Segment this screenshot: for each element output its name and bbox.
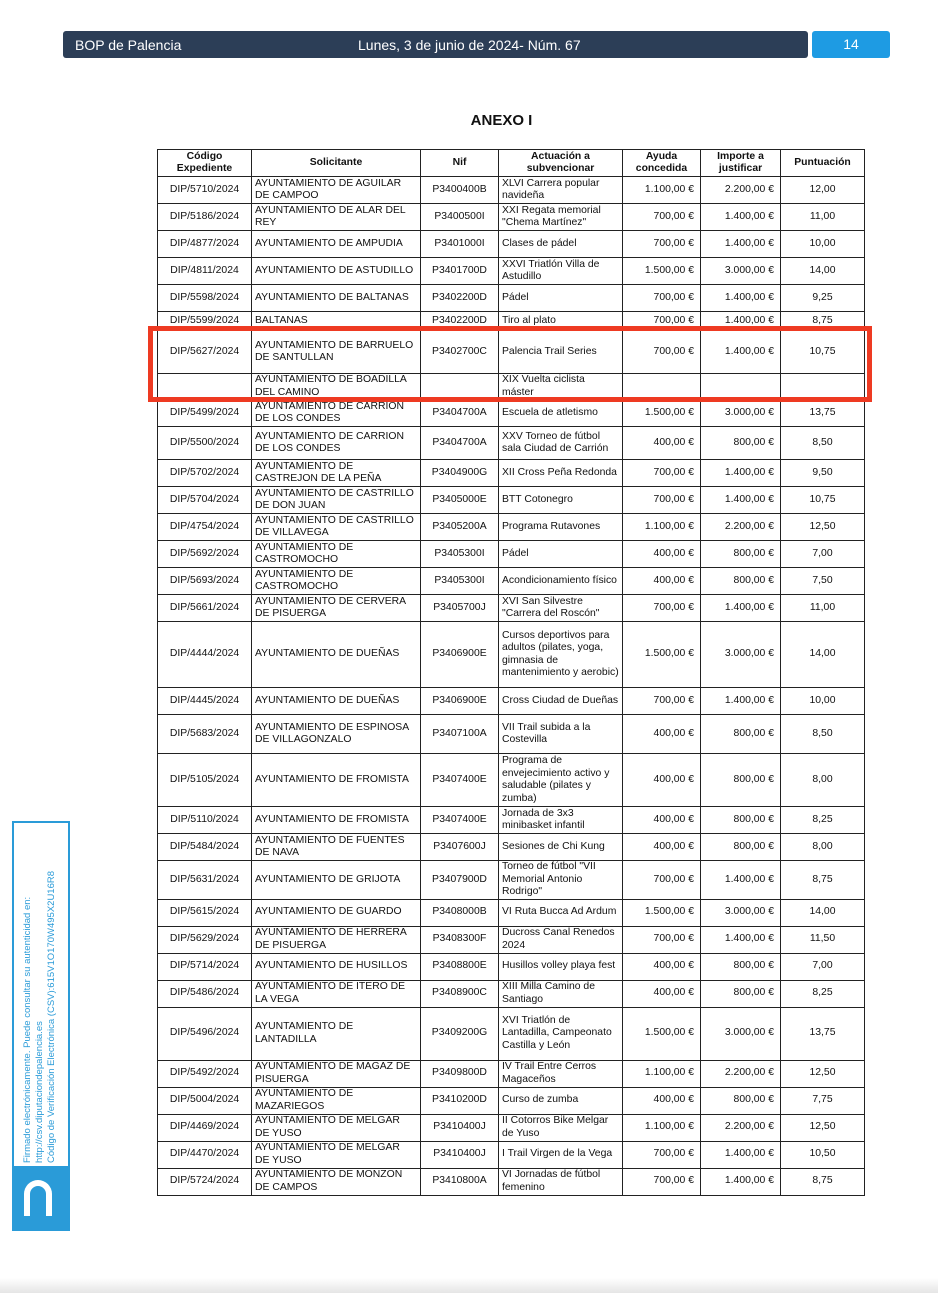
cell-importe: 1.400,00 € (701, 204, 781, 231)
cell-puntuacion: 8,00 (781, 834, 865, 861)
bulletin-header (63, 31, 808, 58)
cell-expediente: DIP/5615/2024 (158, 899, 252, 926)
table-row (158, 953, 865, 980)
header-actuacion: Actuación a subvencionar (499, 150, 623, 177)
cell-solicitante: AYUNTAMIENTO DE FUENTES DE NAVA (252, 834, 421, 861)
cell-puntuacion: 12,50 (781, 1114, 865, 1141)
document-title: ANEXO I (470, 112, 533, 129)
cell-importe: 1.400,00 € (701, 312, 781, 331)
cell-ayuda: 400,00 € (623, 754, 701, 807)
cell-expediente: DIP/4470/2024 (158, 1141, 252, 1168)
cell-nif: P3407900D (421, 861, 499, 900)
cell-expediente: DIP/5692/2024 (158, 541, 252, 568)
cell-ayuda: 400,00 € (623, 427, 701, 460)
cell-actuacion: Sesiones de Chi Kung (499, 834, 623, 861)
cell-importe: 1.400,00 € (701, 688, 781, 715)
bulletin-date: Lunes, 3 de junio de 2024- Núm. 67 (358, 37, 581, 53)
cell-puntuacion: 14,00 (781, 622, 865, 688)
cell-actuacion: Husillos volley playa fest (499, 953, 623, 980)
table-row (158, 834, 865, 861)
cell-actuacion: Cross Ciudad de Dueñas (499, 688, 623, 715)
cell-solicitante: AYUNTAMIENTO DE AMPUDIA (252, 231, 421, 258)
page-bottom-edge (0, 1278, 938, 1293)
cell-solicitante: AYUNTAMIENTO DE CARRION DE LOS CONDES (252, 400, 421, 427)
cell-solicitante: AYUNTAMIENTO DE BALTANAS (252, 285, 421, 312)
cell-puntuacion: 12,00 (781, 177, 865, 204)
cell-solicitante: AYUNTAMIENTO DE MELGAR DE YUSO (252, 1141, 421, 1168)
table-row (158, 715, 865, 754)
cell-puntuacion: 8,50 (781, 427, 865, 460)
cell-puntuacion: 9,50 (781, 460, 865, 487)
cell-actuacion: Programa Rutavones (499, 514, 623, 541)
cell-expediente: DIP/5105/2024 (158, 754, 252, 807)
cell-expediente: DIP/5496/2024 (158, 1007, 252, 1060)
cell-nif: P3410800A (421, 1168, 499, 1195)
cell-solicitante: AYUNTAMIENTO DE GRIJOTA (252, 861, 421, 900)
cell-importe: 3.000,00 € (701, 400, 781, 427)
cell-puntuacion: 8,00 (781, 754, 865, 807)
cell-expediente: DIP/5599/2024 (158, 312, 252, 331)
cell-actuacion: VI Jornadas de fútbol femenino (499, 1168, 623, 1195)
cell-importe: 2.200,00 € (701, 177, 781, 204)
cell-importe: 1.400,00 € (701, 926, 781, 953)
cell-puntuacion: 11,50 (781, 926, 865, 953)
cell-actuacion: XIII Milla Camino de Santiago (499, 980, 623, 1007)
cell-ayuda: 700,00 € (623, 204, 701, 231)
cell-importe: 800,00 € (701, 834, 781, 861)
cell-puntuacion: 12,50 (781, 514, 865, 541)
cell-solicitante: AYUNTAMIENTO DE CASTREJON DE LA PEÑA (252, 460, 421, 487)
subsidy-table (157, 149, 865, 1196)
cell-nif: P3404700A (421, 427, 499, 460)
cell-solicitante: AYUNTAMIENTO DE CASTROMOCHO (252, 568, 421, 595)
table-row (158, 754, 865, 807)
cell-expediente: DIP/4444/2024 (158, 622, 252, 688)
cell-nif: P3400400B (421, 177, 499, 204)
cell-puntuacion: 14,00 (781, 899, 865, 926)
signature-url[interactable]: http://csv.diputaciondepalencia.es (34, 1021, 45, 1163)
cell-actuacion: Ducross Canal Renedos 2024 (499, 926, 623, 953)
cell-actuacion: BTT Cotonegro (499, 487, 623, 514)
cell-puntuacion: 8,75 (781, 1168, 865, 1195)
header-nif: Nif (421, 150, 499, 177)
table-row (158, 258, 865, 285)
table-row (158, 204, 865, 231)
cell-puntuacion: 11,00 (781, 204, 865, 231)
cell-actuacion: VI Ruta Bucca Ad Ardum (499, 899, 623, 926)
cell-importe: 1.400,00 € (701, 285, 781, 312)
cell-ayuda: 400,00 € (623, 807, 701, 834)
cell-actuacion: Acondicionamiento físico (499, 568, 623, 595)
cell-ayuda: 400,00 € (623, 541, 701, 568)
cell-expediente: DIP/5627/2024 (158, 331, 252, 374)
cell-nif: P3405200A (421, 514, 499, 541)
table-row (158, 1141, 865, 1168)
cell-actuacion: II Cotorros Bike Melgar de Yuso (499, 1114, 623, 1141)
cell-actuacion: Clases de pádel (499, 231, 623, 258)
cell-nif: P3408900C (421, 980, 499, 1007)
table-row (158, 688, 865, 715)
cell-actuacion: VII Trail subida a la Costevilla (499, 715, 623, 754)
cell-ayuda: 700,00 € (623, 1168, 701, 1195)
cell-ayuda: 1.500,00 € (623, 622, 701, 688)
cell-nif: P3405000E (421, 487, 499, 514)
cell-nif: P3400500I (421, 204, 499, 231)
cell-importe: 1.400,00 € (701, 1168, 781, 1195)
cell-puntuacion: 8,75 (781, 861, 865, 900)
cell-importe: 2.200,00 € (701, 514, 781, 541)
cell-importe: 800,00 € (701, 754, 781, 807)
cell-expediente: DIP/4469/2024 (158, 1114, 252, 1141)
cell-nif: P3409200G (421, 1007, 499, 1060)
table-row (158, 926, 865, 953)
cell-actuacion: I Trail Virgen de la Vega (499, 1141, 623, 1168)
cell-ayuda: 400,00 € (623, 980, 701, 1007)
cell-solicitante: AYUNTAMIENTO DE BOADILLA DEL CAMINO (252, 374, 421, 400)
cell-importe: 800,00 € (701, 715, 781, 754)
cell-importe: 1.400,00 € (701, 1141, 781, 1168)
cell-solicitante: AYUNTAMIENTO DE MONZON DE CAMPOS (252, 1168, 421, 1195)
page-number: 14 (812, 31, 890, 58)
cell-actuacion: Torneo de fútbol "VII Memorial Antonio Rodrigo" (499, 861, 623, 900)
cell-ayuda: 700,00 € (623, 861, 701, 900)
cell-actuacion: XVI San Silvestre "Carrera del Roscón" (499, 595, 623, 622)
signature-line-1: Firmado electrónicamente. Puede consultar su autenticidad en: (22, 896, 33, 1163)
header-importe: Importe a justificar (701, 150, 781, 177)
cell-nif: P3410400J (421, 1141, 499, 1168)
cell-nif: P3406900E (421, 622, 499, 688)
cell-ayuda: 700,00 € (623, 312, 701, 331)
header-ayuda: Ayuda concedida (623, 150, 701, 177)
cell-ayuda: 700,00 € (623, 1141, 701, 1168)
cell-importe: 800,00 € (701, 980, 781, 1007)
cell-ayuda: 700,00 € (623, 595, 701, 622)
cell-expediente: DIP/5110/2024 (158, 807, 252, 834)
table-row (158, 595, 865, 622)
cell-actuacion: Pádel (499, 541, 623, 568)
cell-puntuacion: 13,75 (781, 1007, 865, 1060)
cell-ayuda: 400,00 € (623, 1087, 701, 1114)
cell-nif: P3408800E (421, 953, 499, 980)
cell-nif: P3408000B (421, 899, 499, 926)
cell-nif: P3404700A (421, 400, 499, 427)
cell-ayuda: 700,00 € (623, 460, 701, 487)
cell-ayuda: 400,00 € (623, 834, 701, 861)
cell-actuacion: XXV Torneo de fútbol sala Ciudad de Carrión (499, 427, 623, 460)
table-row (158, 177, 865, 204)
table-row (158, 1087, 865, 1114)
cell-solicitante: AYUNTAMIENTO DE ESPINOSA DE VILLAGONZALO (252, 715, 421, 754)
cell-importe: 800,00 € (701, 568, 781, 595)
cell-solicitante: BALTANAS (252, 312, 421, 331)
cell-importe: 1.400,00 € (701, 487, 781, 514)
table-row (158, 1007, 865, 1060)
cell-ayuda: 400,00 € (623, 568, 701, 595)
cell-nif: P3405300I (421, 541, 499, 568)
cell-ayuda: 700,00 € (623, 688, 701, 715)
cell-solicitante: AYUNTAMIENTO DE HUSILLOS (252, 953, 421, 980)
table-row (158, 285, 865, 312)
cell-ayuda: 1.500,00 € (623, 899, 701, 926)
cell-importe: 1.400,00 € (701, 331, 781, 374)
table-row (158, 807, 865, 834)
cell-importe: 800,00 € (701, 807, 781, 834)
cell-importe: 2.200,00 € (701, 1114, 781, 1141)
cell-ayuda: 1.500,00 € (623, 400, 701, 427)
cell-ayuda: 700,00 € (623, 926, 701, 953)
cell-importe: 800,00 € (701, 1087, 781, 1114)
table-row (158, 460, 865, 487)
cell-solicitante: AYUNTAMIENTO DE HERRERA DE PISUERGA (252, 926, 421, 953)
cell-nif: P3401700D (421, 258, 499, 285)
cell-expediente: DIP/5629/2024 (158, 926, 252, 953)
cell-solicitante: AYUNTAMIENTO DE FROMISTA (252, 754, 421, 807)
cell-actuacion: Tiro al plato (499, 312, 623, 331)
table-row (158, 980, 865, 1007)
cell-ayuda: 700,00 € (623, 285, 701, 312)
cell-expediente: DIP/5499/2024 (158, 400, 252, 427)
cell-ayuda: 700,00 € (623, 331, 701, 374)
table-row (158, 568, 865, 595)
table-header-row (158, 150, 865, 177)
diputacion-logo-icon (12, 1166, 70, 1231)
bulletin-name: BOP de Palencia (75, 37, 182, 53)
cell-puntuacion: 9,25 (781, 285, 865, 312)
table-row (158, 514, 865, 541)
cell-solicitante: AYUNTAMIENTO DE MELGAR DE YUSO (252, 1114, 421, 1141)
cell-solicitante: AYUNTAMIENTO DE MAGAZ DE PISUERGA (252, 1060, 421, 1087)
cell-solicitante: AYUNTAMIENTO DE DUEÑAS (252, 622, 421, 688)
table-row (158, 1168, 865, 1195)
cell-expediente: DIP/5186/2024 (158, 204, 252, 231)
cell-puntuacion: 8,25 (781, 807, 865, 834)
highlight-box (148, 326, 872, 402)
table-row (158, 400, 865, 427)
cell-importe: 800,00 € (701, 541, 781, 568)
cell-solicitante: AYUNTAMIENTO DE CASTROMOCHO (252, 541, 421, 568)
cell-nif: P3404900G (421, 460, 499, 487)
signature-text (22, 843, 58, 1163)
cell-nif: P3410200D (421, 1087, 499, 1114)
cell-nif: P3407400E (421, 807, 499, 834)
cell-solicitante: AYUNTAMIENTO DE ASTUDILLO (252, 258, 421, 285)
cell-importe: 800,00 € (701, 953, 781, 980)
signature-csv: Código de Verificación Electrónica (CSV):615V1O170W495X2U16R8 (46, 870, 57, 1163)
cell-actuacion: XIX Vuelta ciclista máster (499, 374, 623, 400)
cell-expediente: DIP/5693/2024 (158, 568, 252, 595)
cell-ayuda: 700,00 € (623, 231, 701, 258)
cell-importe: 800,00 € (701, 427, 781, 460)
cell-expediente: DIP/5631/2024 (158, 861, 252, 900)
cell-actuacion: XVI Triatlón de Lantadilla, Campeonato Castilla y León (499, 1007, 623, 1060)
cell-importe: 1.400,00 € (701, 231, 781, 258)
cell-importe: 2.200,00 € (701, 1060, 781, 1087)
table-row (158, 427, 865, 460)
cell-nif: P3401000I (421, 231, 499, 258)
cell-solicitante: AYUNTAMIENTO DE GUARDO (252, 899, 421, 926)
header-solicitante: Solicitante (252, 150, 421, 177)
cell-ayuda: 1.100,00 € (623, 514, 701, 541)
cell-actuacion: Curso de zumba (499, 1087, 623, 1114)
cell-ayuda: 1.100,00 € (623, 1060, 701, 1087)
cell-actuacion: XXI Regata memorial "Chema Martínez" (499, 204, 623, 231)
table-row (158, 231, 865, 258)
cell-actuacion: IV Trail Entre Cerros Magaceños (499, 1060, 623, 1087)
cell-nif: P3407100A (421, 715, 499, 754)
cell-expediente: DIP/5710/2024 (158, 177, 252, 204)
cell-solicitante: AYUNTAMIENTO DE MAZARIEGOS (252, 1087, 421, 1114)
cell-puntuacion: 10,75 (781, 331, 865, 374)
cell-importe: 1.400,00 € (701, 595, 781, 622)
cell-puntuacion: 8,50 (781, 715, 865, 754)
cell-expediente: DIP/5702/2024 (158, 460, 252, 487)
cell-expediente: DIP/4877/2024 (158, 231, 252, 258)
cell-puntuacion: 7,00 (781, 953, 865, 980)
cell-puntuacion: 8,25 (781, 980, 865, 1007)
cell-expediente: DIP/5492/2024 (158, 1060, 252, 1087)
cell-actuacion: XLVI Carrera popular navideña (499, 177, 623, 204)
cell-puntuacion: 11,00 (781, 595, 865, 622)
cell-solicitante: AYUNTAMIENTO DE AGUILAR DE CAMPOO (252, 177, 421, 204)
cell-solicitante: AYUNTAMIENTO DE CASTRILLO DE DON JUAN (252, 487, 421, 514)
cell-actuacion: XII Cross Peña Redonda (499, 460, 623, 487)
cell-expediente: DIP/5486/2024 (158, 980, 252, 1007)
cell-puntuacion: 14,00 (781, 258, 865, 285)
cell-expediente: DIP/5500/2024 (158, 427, 252, 460)
cell-puntuacion: 8,75 (781, 312, 865, 331)
cell-importe: 1.400,00 € (701, 460, 781, 487)
table-row (158, 541, 865, 568)
cell-solicitante: AYUNTAMIENTO DE ITERO DE LA VEGA (252, 980, 421, 1007)
cell-solicitante: AYUNTAMIENTO DE CARRION DE LOS CONDES (252, 427, 421, 460)
cell-expediente: DIP/5704/2024 (158, 487, 252, 514)
cell-puntuacion: 13,75 (781, 400, 865, 427)
cell-expediente: DIP/5683/2024 (158, 715, 252, 754)
header-expediente: Código Expediente (158, 150, 252, 177)
cell-ayuda: 700,00 € (623, 487, 701, 514)
cell-expediente: DIP/5598/2024 (158, 285, 252, 312)
cell-actuacion: XXVI Triatlón Villa de Astudillo (499, 258, 623, 285)
cell-nif: P3407400E (421, 754, 499, 807)
cell-expediente: DIP/4811/2024 (158, 258, 252, 285)
cell-nif: P3402700C (421, 331, 499, 374)
cell-importe: 3.000,00 € (701, 622, 781, 688)
cell-nif: P3410400J (421, 1114, 499, 1141)
cell-actuacion: Cursos deportivos para adultos (pilates, yoga, gimnasia de mantenimiento y aerobic) (499, 622, 623, 688)
cell-puntuacion: 7,50 (781, 568, 865, 595)
cell-solicitante: AYUNTAMIENTO DE LANTADILLA (252, 1007, 421, 1060)
cell-expediente: DIP/5661/2024 (158, 595, 252, 622)
cell-solicitante: AYUNTAMIENTO DE CERVERA DE PISUERGA (252, 595, 421, 622)
cell-puntuacion: 10,00 (781, 231, 865, 258)
cell-actuacion: Escuela de atletismo (499, 400, 623, 427)
cell-puntuacion: 10,50 (781, 1141, 865, 1168)
cell-solicitante: AYUNTAMIENTO DE ALAR DEL REY (252, 204, 421, 231)
cell-ayuda: 1.100,00 € (623, 1114, 701, 1141)
cell-nif: P3407600J (421, 834, 499, 861)
cell-expediente: DIP/5724/2024 (158, 1168, 252, 1195)
cell-puntuacion: 12,50 (781, 1060, 865, 1087)
cell-puntuacion: 10,00 (781, 688, 865, 715)
cell-solicitante: AYUNTAMIENTO DE DUEÑAS (252, 688, 421, 715)
cell-nif: P3405300I (421, 568, 499, 595)
cell-nif: P3402200D (421, 285, 499, 312)
table-row (158, 861, 865, 900)
table-row (158, 622, 865, 688)
cell-expediente: DIP/4445/2024 (158, 688, 252, 715)
cell-nif: P3402200D (421, 312, 499, 331)
cell-puntuacion: 7,75 (781, 1087, 865, 1114)
cell-puntuacion: 10,75 (781, 487, 865, 514)
cell-expediente: DIP/5484/2024 (158, 834, 252, 861)
table-row (158, 1060, 865, 1087)
cell-expediente: DIP/5714/2024 (158, 953, 252, 980)
cell-ayuda: 1.100,00 € (623, 177, 701, 204)
cell-solicitante: AYUNTAMIENTO DE FROMISTA (252, 807, 421, 834)
cell-importe: 3.000,00 € (701, 1007, 781, 1060)
cell-actuacion: Pádel (499, 285, 623, 312)
table-row (158, 899, 865, 926)
cell-nif: P3405700J (421, 595, 499, 622)
cell-expediente: DIP/4754/2024 (158, 514, 252, 541)
cell-nif: P3408300F (421, 926, 499, 953)
cell-importe: 1.400,00 € (701, 861, 781, 900)
cell-puntuacion: 7,00 (781, 541, 865, 568)
cell-ayuda: 1.500,00 € (623, 1007, 701, 1060)
cell-solicitante: AYUNTAMIENTO DE CASTRILLO DE VILLAVEGA (252, 514, 421, 541)
cell-ayuda: 400,00 € (623, 953, 701, 980)
table-row (158, 487, 865, 514)
cell-importe: 3.000,00 € (701, 258, 781, 285)
cell-actuacion: Jornada de 3x3 minibasket infantil (499, 807, 623, 834)
cell-actuacion: Programa de envejecimiento activo y saludable (pilates y zumba) (499, 754, 623, 807)
cell-ayuda: 400,00 € (623, 715, 701, 754)
cell-nif: P3406900E (421, 688, 499, 715)
cell-nif: P3409800D (421, 1060, 499, 1087)
header-puntuacion: Puntuación (781, 150, 865, 177)
table-row (158, 1114, 865, 1141)
cell-expediente: DIP/5004/2024 (158, 1087, 252, 1114)
cell-importe: 3.000,00 € (701, 899, 781, 926)
cell-ayuda: 1.500,00 € (623, 258, 701, 285)
cell-solicitante: AYUNTAMIENTO DE BARRUELO DE SANTULLAN (252, 331, 421, 374)
cell-actuacion: Palencia Trail Series (499, 331, 623, 374)
